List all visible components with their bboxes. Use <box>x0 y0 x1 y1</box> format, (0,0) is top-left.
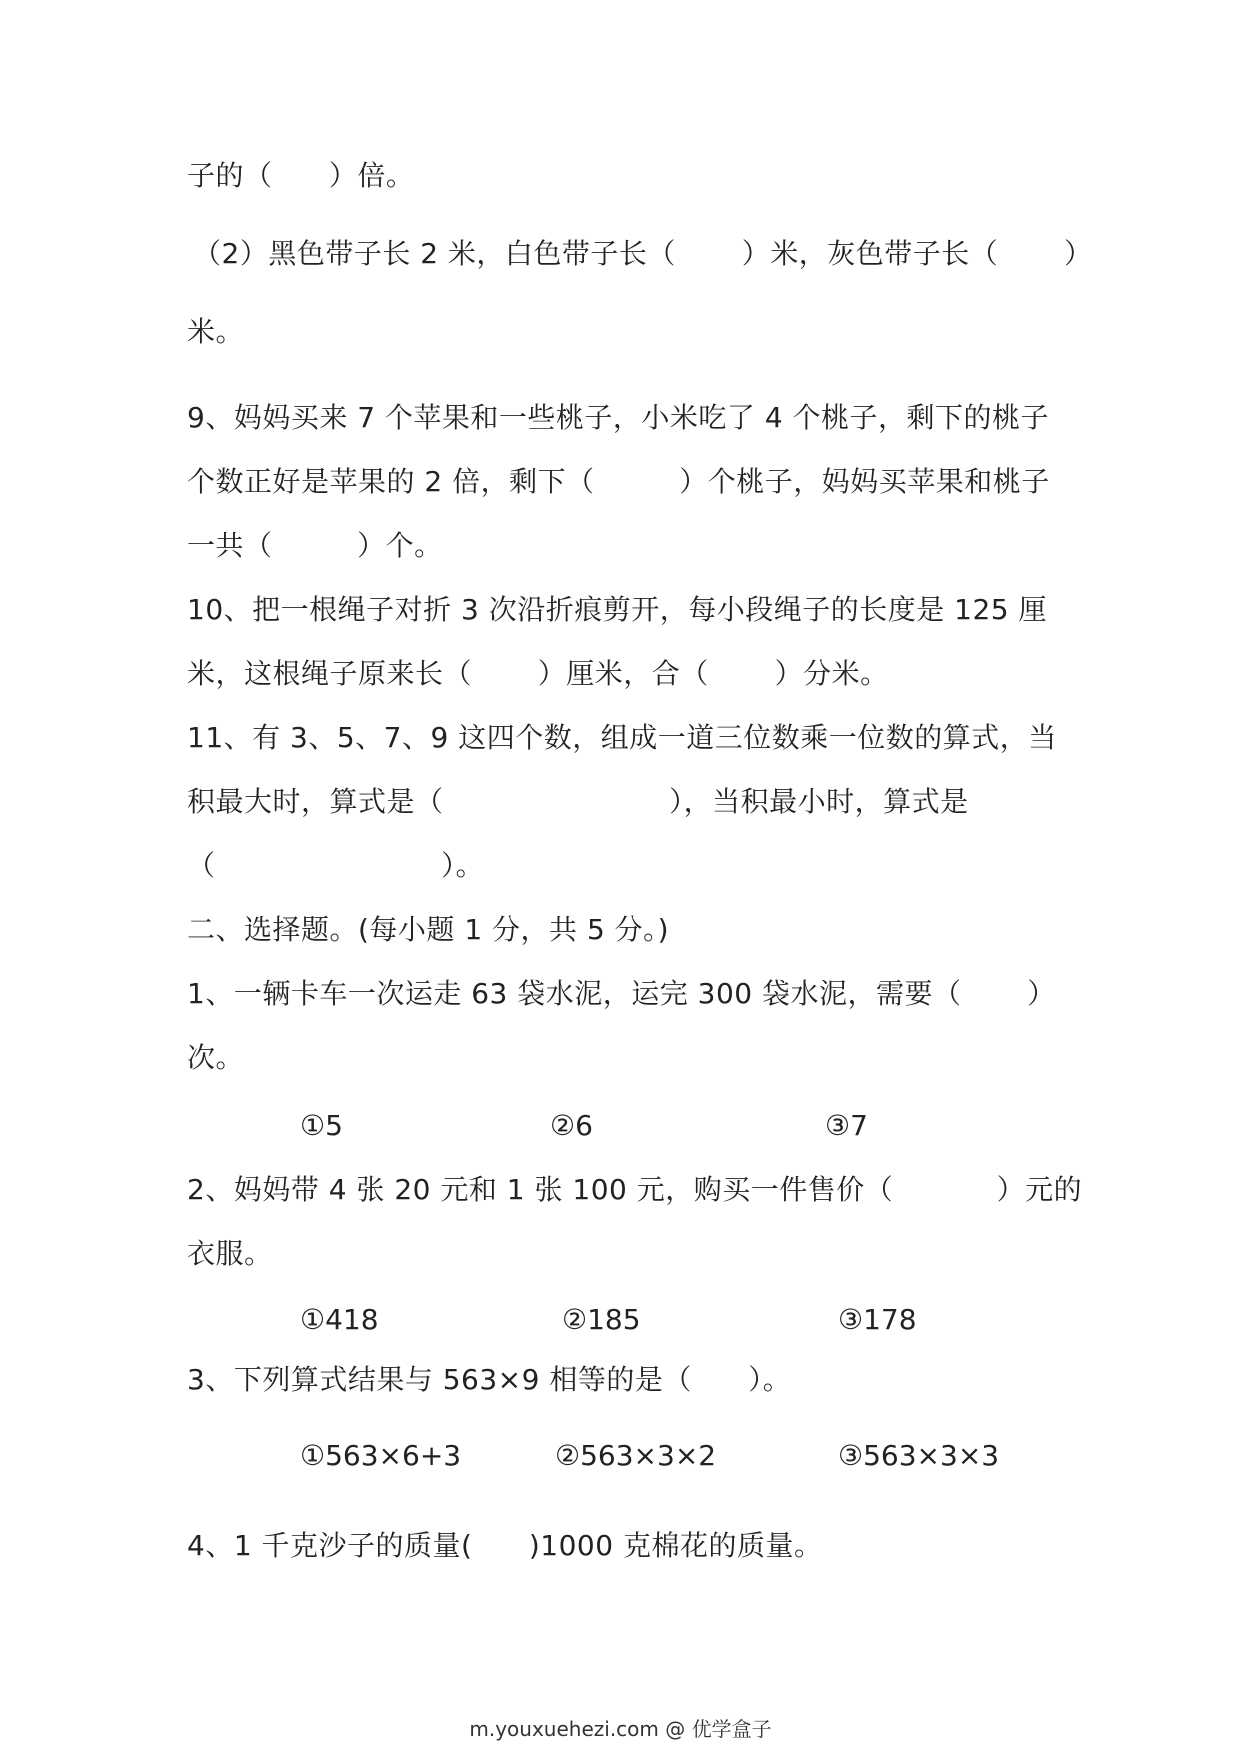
question-9-line-1: 9、妈妈买来 7 个苹果和一些桃子，小米吃了 4 个桃子，剩下的桃子 <box>187 401 1050 434</box>
question-8-2-text: （2）黑色带子长 2 米，白色带子长（ ）米，灰色带子长（ ） <box>193 237 1093 270</box>
choice-3-option-b: ②563×3×2 <box>555 1439 717 1472</box>
choice-1-option-a: ①5 <box>300 1109 343 1142</box>
question-8-1-continuation: 子的（ ）倍。 <box>187 159 415 192</box>
choice-3-option-c: ③563×3×3 <box>838 1439 1000 1472</box>
choice-2-option-b: ②185 <box>562 1303 641 1336</box>
choice-question-1-line-1: 1、一辆卡车一次运走 63 袋水泥，运完 300 袋水泥，需要（ ） <box>187 977 1056 1010</box>
question-11-line-3: （ ）。 <box>187 849 485 882</box>
choice-question-3: 3、下列算式结果与 563×9 相等的是（ ）。 <box>187 1363 792 1396</box>
choice-2-option-c: ③178 <box>838 1303 917 1336</box>
choice-2-option-a: ①418 <box>300 1303 379 1336</box>
choice-question-2-line-2: 衣服。 <box>187 1237 273 1270</box>
question-10-line-1: 10、把一根绳子对折 3 次沿折痕剪开，每小段绳子的长度是 125 厘 <box>187 593 1047 626</box>
choice-question-4: 4、1 千克沙子的质量( )1000 克棉花的质量。 <box>187 1529 823 1562</box>
choice-1-option-b: ②6 <box>550 1109 593 1142</box>
choice-question-2-line-1: 2、妈妈带 4 张 20 元和 1 张 100 元，购买一件售价（ ）元的 <box>187 1173 1083 1206</box>
section-2-heading: 二、选择题。(每小题 1 分，共 5 分。) <box>187 913 670 946</box>
choice-3-option-a: ①563×6+3 <box>300 1439 462 1472</box>
page-footer-watermark: m.youxuehezi.com @ 优学盒子 <box>469 1717 772 1741</box>
question-8-2-continuation: 米。 <box>187 315 245 348</box>
question-9-line-3: 一共（ ）个。 <box>187 529 443 562</box>
choice-1-option-c: ③7 <box>825 1109 868 1142</box>
question-9-line-2: 个数正好是苹果的 2 倍，剩下（ ）个桃子，妈妈买苹果和桃子 <box>187 465 1050 498</box>
choice-question-1-line-2: 次。 <box>187 1041 245 1074</box>
question-11-line-2: 积最大时，算式是（ ），当积最小时，算式是 <box>187 785 969 818</box>
question-10-line-2: 米，这根绳子原来长（ ）厘米，合（ ）分米。 <box>187 657 889 690</box>
question-11-line-1: 11、有 3、5、7、9 这四个数，组成一道三位数乘一位数的算式，当 <box>187 721 1057 754</box>
